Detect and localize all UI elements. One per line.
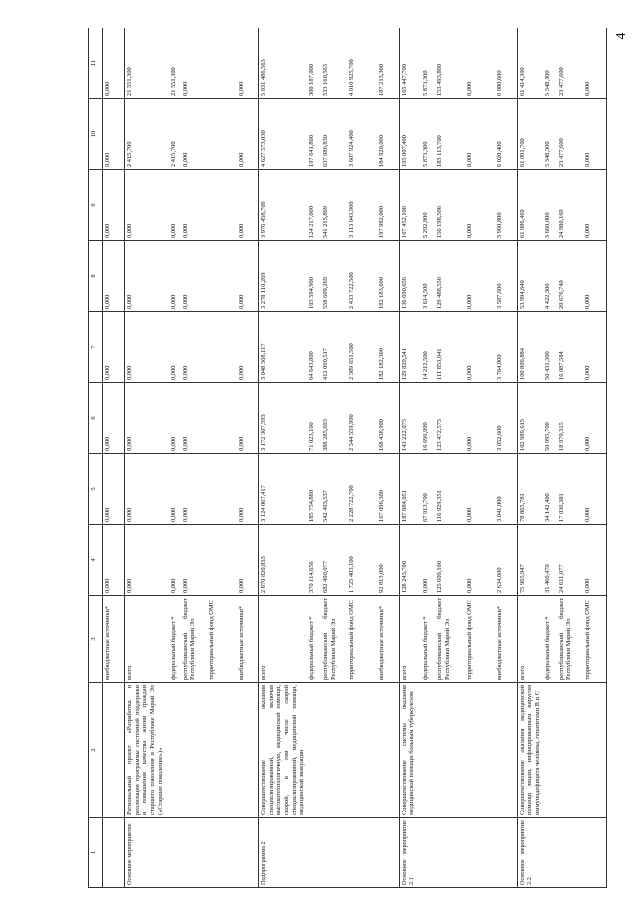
amount-cell: 0,000 xyxy=(103,99,125,170)
amount-cell: 0,000 xyxy=(169,312,181,383)
amount-cell: 167 452,106 xyxy=(399,170,421,241)
amount-cell: 412 090,517 xyxy=(321,312,347,383)
amount-cell: 3 172 307,593 xyxy=(259,383,308,454)
funding-source-cell: федеральный бюджет * xyxy=(307,596,321,683)
amount-cell: 0,000 xyxy=(125,312,169,383)
row-description-cell xyxy=(421,683,435,818)
amount-cell: 187 213,300 xyxy=(377,28,399,99)
amount-cell: 0,000 xyxy=(237,383,259,454)
amount-cell: 682 490,077 xyxy=(321,525,347,596)
row-description-cell: Совершенствование системы оказания медицинской помощи больным туберкулезом xyxy=(399,683,421,818)
funding-source-cell: территориальный фонд ОМС xyxy=(207,596,237,683)
funding-source-cell: внебюджетные источники* xyxy=(377,596,399,683)
amount-cell: 0,000 xyxy=(237,454,259,525)
amount-cell: 0,000 xyxy=(181,170,207,241)
col-header-3: 3 xyxy=(89,596,103,683)
amount-cell: 0,000 xyxy=(103,383,125,454)
amount-cell: 2 433 722,500 xyxy=(347,241,377,312)
funding-source-cell: федеральный бюджет * xyxy=(169,596,181,683)
amount-cell: 3 587,600 xyxy=(495,241,517,312)
row-name-cell: Основное мероприятие 2.1 xyxy=(399,818,421,888)
amount-cell: 5 292,800 xyxy=(421,170,435,241)
row-description-cell xyxy=(377,683,399,818)
amount-cell: 5 960,800 xyxy=(495,170,517,241)
col-header-1: 1 xyxy=(89,818,103,888)
row-name-cell xyxy=(543,818,557,888)
row-name-cell xyxy=(207,818,237,888)
row-name-cell: Основное мероприятие 2.2 xyxy=(517,818,543,888)
row-name-cell: Основное мероприятие xyxy=(125,818,169,888)
table-row xyxy=(435,28,465,888)
amount-cell: 2 228 722,700 xyxy=(347,454,377,525)
amount-cell: 0,000 xyxy=(583,170,607,241)
row-name-cell: Подпрограмма 2 xyxy=(259,818,308,888)
amount-cell: 0,000 xyxy=(465,99,495,170)
table-row xyxy=(557,28,583,888)
amount-cell: 3 607 924,400 xyxy=(347,99,377,170)
amount-cell: 0,000 xyxy=(583,312,607,383)
amount-cell: 2 415,700 xyxy=(125,99,169,170)
amount-cell: 103 594,900 xyxy=(307,241,321,312)
amount-cell: 0,000 xyxy=(465,170,495,241)
table-row xyxy=(421,28,435,888)
amount-cell: 61 091,700 xyxy=(517,99,543,170)
table-row xyxy=(583,28,607,888)
col-header-9: 9 xyxy=(89,170,103,241)
amount-cell: 0,000 xyxy=(237,525,259,596)
row-description-cell: Совершенствование оказания специализированной, включая высокотехнологичную, медицинской помощи, скорой, в том числе скорой специализированной, медицинской помощи, медицинской эвакуации xyxy=(259,683,308,818)
amount-cell: 0,000 xyxy=(125,525,169,596)
row-description-cell xyxy=(237,683,259,818)
amount-cell: 143 222,075 xyxy=(399,383,421,454)
amount-cell: 300 187,000 xyxy=(307,28,321,99)
amount-cell: 14 212,500 xyxy=(421,312,435,383)
funding-source-cell: территориальный фонд ОМС xyxy=(583,596,607,683)
amount-cell: 637 086,830 xyxy=(321,99,347,170)
amount-cell xyxy=(207,454,237,525)
amount-cell: 24 980,169 xyxy=(557,170,583,241)
amount-cell: 6 080,600 xyxy=(495,28,517,99)
amount-cell: 0,000 xyxy=(169,525,181,596)
amount-cell xyxy=(207,312,237,383)
amount-cell: 16 696,900 xyxy=(421,383,435,454)
amount-cell: 0,000 xyxy=(169,170,181,241)
amount-cell: 2 634,600 xyxy=(495,525,517,596)
funding-source-cell: внебюджетные источники* xyxy=(103,596,125,683)
amount-cell: 0,000 xyxy=(465,312,495,383)
amount-cell: 53 994,640 xyxy=(517,241,543,312)
amount-cell: 3 041,000 xyxy=(495,454,517,525)
amount-cell: 0,000 xyxy=(125,383,169,454)
row-description-cell xyxy=(307,683,321,818)
amount-cell: 0,000 xyxy=(103,525,125,596)
amount-cell: 6 020,400 xyxy=(495,99,517,170)
amount-cell: 187 884,051 xyxy=(399,454,421,525)
amount-cell: 136 690,656 xyxy=(399,241,421,312)
row-description-cell xyxy=(583,683,607,818)
amount-cell: 128 243,700 xyxy=(399,525,421,596)
amount-cell: 0,000 xyxy=(125,454,169,525)
amount-cell: 0,000 xyxy=(103,241,125,312)
row-name-cell xyxy=(495,818,517,888)
amount-cell: 0,000 xyxy=(237,99,259,170)
row-name-cell xyxy=(169,818,181,888)
amount-cell: 370 114,656 xyxy=(307,525,321,596)
amount-cell: 16 087,584 xyxy=(557,312,583,383)
col-header-8: 8 xyxy=(89,241,103,312)
amount-cell: 0,000 xyxy=(181,525,207,596)
amount-cell xyxy=(207,525,237,596)
amount-cell: 5 031 486,563 xyxy=(259,28,308,99)
amount-cell: 541 215,809 xyxy=(321,170,347,241)
amount-cell: 5 348,300 xyxy=(543,99,557,170)
table-row xyxy=(307,28,321,888)
row-description-cell xyxy=(543,683,557,818)
amount-cell: 0,000 xyxy=(181,241,207,312)
amount-cell: 197 982,000 xyxy=(377,170,399,241)
amount-cell: 0,000 xyxy=(465,241,495,312)
row-description-cell xyxy=(169,683,181,818)
amount-cell: 75 965,947 xyxy=(517,525,543,596)
col-header-2: 2 xyxy=(89,683,103,818)
funding-source-cell: федеральный бюджет * xyxy=(421,596,435,683)
amount-cell: 102 989,615 xyxy=(517,383,543,454)
row-name-cell xyxy=(103,818,125,888)
row-description-cell xyxy=(557,683,583,818)
funding-source-cell: республиканский бюджет Республики Марий Эл xyxy=(435,596,465,683)
amount-cell xyxy=(207,383,237,454)
amount-cell: 5 873,300 xyxy=(421,99,435,170)
amount-cell: 3 052,600 xyxy=(495,383,517,454)
amount-cell: 0,000 xyxy=(237,312,259,383)
row-description-cell xyxy=(495,683,517,818)
amount-cell: 0,000 xyxy=(103,312,125,383)
amount-cell: 0,000 xyxy=(583,525,607,596)
table-row xyxy=(207,28,237,888)
amount-cell: 0,000 xyxy=(583,383,607,454)
amount-cell: 18 970,315 xyxy=(557,383,583,454)
rotated-table-container xyxy=(88,28,620,888)
table-row xyxy=(181,28,207,888)
amount-cell: 0,000 xyxy=(181,312,207,383)
row-description-cell xyxy=(207,683,237,818)
funding-source-cell: республиканский бюджет Республики Марий Эл xyxy=(181,596,207,683)
col-header-10: 10 xyxy=(89,99,103,170)
amount-cell: 129 829,541 xyxy=(399,312,421,383)
row-name-cell xyxy=(237,818,259,888)
amount-cell: 184 920,000 xyxy=(377,99,399,170)
funding-source-cell: всего xyxy=(517,596,543,683)
amount-cell: 0,000 xyxy=(103,454,125,525)
row-description-cell xyxy=(181,683,207,818)
row-name-cell xyxy=(181,818,207,888)
amount-cell: 92 813,000 xyxy=(377,525,399,596)
row-name-cell xyxy=(421,818,435,888)
amount-cell: 61 414,300 xyxy=(517,28,543,99)
amount-cell: 61 986,469 xyxy=(517,170,543,241)
amount-cell: 2 870 820,833 xyxy=(259,525,308,596)
amount-cell: 5 660,000 xyxy=(543,170,557,241)
amount-cell: 64 643,800 xyxy=(307,312,321,383)
amount-cell: 23 477,600 xyxy=(557,28,583,99)
amount-cell: 185 754,880 xyxy=(307,454,321,525)
amount-cell: 2 389 651,500 xyxy=(347,312,377,383)
funding-source-cell: территориальный фонд ОМС xyxy=(347,596,377,683)
table-row xyxy=(465,28,495,888)
amount-cell: 558 609,269 xyxy=(321,241,347,312)
table-row xyxy=(347,28,377,888)
row-description-cell xyxy=(321,683,347,818)
amount-cell: 1 725 403,100 xyxy=(347,525,377,596)
funding-source-cell: всего xyxy=(259,596,308,683)
amount-cell: 17 036,381 xyxy=(557,454,583,525)
funding-source-cell: всего xyxy=(125,596,169,683)
amount-cell: 5 873,300 xyxy=(421,28,435,99)
amount-cell: 542 493,537 xyxy=(321,454,347,525)
amount-cell: 111 853,041 xyxy=(435,312,465,383)
amount-cell: 0,000 xyxy=(421,525,435,596)
amount-cell: 0,000 xyxy=(583,99,607,170)
funding-source-cell: внебюджетные источники* xyxy=(495,596,517,683)
amount-cell: 0,000 xyxy=(583,28,607,99)
funding-source-cell: территориальный фонд ОМС xyxy=(465,596,495,683)
amount-cell: 2 415,700 xyxy=(169,99,181,170)
amount-cell: 182 183,600 xyxy=(377,241,399,312)
row-name-cell xyxy=(377,818,399,888)
row-description-cell xyxy=(465,683,495,818)
amount-cell: 0,000 xyxy=(583,241,607,312)
amount-cell: 116 929,351 xyxy=(435,454,465,525)
amount-cell: 0,000 xyxy=(465,454,495,525)
amount-cell: 24 611,077 xyxy=(557,525,583,596)
amount-cell: 0,000 xyxy=(465,28,495,99)
amount-cell: 167 096,300 xyxy=(377,454,399,525)
table-body xyxy=(103,28,607,888)
amount-cell: 0,000 xyxy=(125,241,169,312)
amount-cell: 0,000 xyxy=(169,454,181,525)
row-name-cell xyxy=(435,818,465,888)
col-header-11: 11 xyxy=(89,28,103,99)
amount-cell: 168 438,900 xyxy=(377,383,399,454)
amount-cell: 0,000 xyxy=(465,383,495,454)
amount-cell: 3 048 568,117 xyxy=(259,312,308,383)
amount-cell: 165 447,700 xyxy=(399,28,421,99)
amount-cell: 388 285,693 xyxy=(321,383,347,454)
col-header-6: 6 xyxy=(89,383,103,454)
page-number: 4 xyxy=(614,32,629,40)
amount-cell: 0,000 xyxy=(237,170,259,241)
amount-cell: 50 431,300 xyxy=(543,312,557,383)
funding-source-cell: всего xyxy=(399,596,421,683)
col-header-5: 5 xyxy=(89,454,103,525)
amount-cell: 0,000 xyxy=(103,28,125,99)
rotated-page-wrapper xyxy=(88,28,620,888)
amount-cell: 21 551,300 xyxy=(169,28,181,99)
amount-cell: 0,000 xyxy=(583,454,607,525)
amount-cell: 4 627 573,030 xyxy=(259,99,308,170)
amount-cell: 3 614,500 xyxy=(421,241,435,312)
col-header-4: 4 xyxy=(89,525,103,596)
amount-cell: 125 609,100 xyxy=(435,525,465,596)
table-row xyxy=(495,28,517,888)
amount-cell xyxy=(207,241,237,312)
amount-cell: 0,000 xyxy=(103,170,125,241)
amount-cell: 4 010 925,700 xyxy=(347,28,377,99)
row-name-cell xyxy=(307,818,321,888)
table-row xyxy=(321,28,347,888)
amount-cell: 21 551,300 xyxy=(125,28,169,99)
amount-cell: 20 676,740 xyxy=(557,241,583,312)
amount-cell: 123 472,575 xyxy=(435,383,465,454)
table-row xyxy=(377,28,399,888)
amount-cell: 0,000 xyxy=(181,99,207,170)
amount-cell: 0,000 xyxy=(237,28,259,99)
amount-cell: 3 764,000 xyxy=(495,312,517,383)
amount-cell: 34 142,400 xyxy=(543,454,557,525)
amount-cell: 156 198,506 xyxy=(435,170,465,241)
row-name-cell xyxy=(583,818,607,888)
amount-cell: 5 348,300 xyxy=(543,28,557,99)
amount-cell: 3 976 458,709 xyxy=(259,170,308,241)
row-description-cell: Совершенствование оказания медицинской помощи лицам, инфицированным вирусом иммунодефицита человека, гепатитами B и C xyxy=(517,683,543,818)
funding-source-cell: республиканский бюджет Республики Марий Эл xyxy=(321,596,347,683)
amount-cell: 533 160,563 xyxy=(321,28,347,99)
amount-cell xyxy=(207,170,237,241)
amount-cell: 78 865,781 xyxy=(517,454,543,525)
amount-cell xyxy=(207,99,237,170)
amount-cell: 50 995,700 xyxy=(543,383,557,454)
amount-cell: 0,000 xyxy=(465,525,495,596)
amount-cell: 100 809,884 xyxy=(517,312,543,383)
row-description-cell: Региональный проект «Разработка и реализация программы системной поддержки и повышения качества жизни граждан старшего поколения в Республике Марий Эл («Старшее поколение»)» xyxy=(125,683,169,818)
row-description-cell xyxy=(347,683,377,818)
amount-cell: 197 641,800 xyxy=(307,99,321,170)
amount-cell: 31 460,470 xyxy=(543,525,557,596)
amount-cell: 124 217,000 xyxy=(307,170,321,241)
amount-cell: 0,000 xyxy=(169,383,181,454)
amount-cell: 129 488,556 xyxy=(435,241,465,312)
amount-cell: 0,000 xyxy=(181,28,207,99)
amount-cell: 67 913,700 xyxy=(421,454,435,525)
amount-cell: 0,000 xyxy=(125,170,169,241)
amount-cell: 182 182,300 xyxy=(377,312,399,383)
funding-source-cell: республиканский бюджет Республики Марий Эл xyxy=(557,596,583,683)
table-row xyxy=(169,28,181,888)
amount-cell: 0,000 xyxy=(237,241,259,312)
table-row xyxy=(543,28,557,888)
amount-cell: 0,000 xyxy=(181,454,207,525)
table-row xyxy=(125,28,169,888)
funding-table xyxy=(88,28,607,888)
table-row xyxy=(103,28,125,888)
header-row xyxy=(89,28,103,888)
amount-cell: 3 113 043,900 xyxy=(347,170,377,241)
amount-cell: 23 477,600 xyxy=(557,99,583,170)
table-row xyxy=(237,28,259,888)
amount-cell: 3 124 067,417 xyxy=(259,454,308,525)
amount-cell xyxy=(207,28,237,99)
amount-cell: 183 113,700 xyxy=(435,99,465,170)
funding-source-cell: внебюджетные источники* xyxy=(237,596,259,683)
amount-cell: 195 007,400 xyxy=(399,99,421,170)
amount-cell: 153 493,800 xyxy=(435,28,465,99)
amount-cell: 0,000 xyxy=(181,383,207,454)
table-row xyxy=(517,28,543,888)
table-row xyxy=(259,28,308,888)
row-description-cell xyxy=(103,683,125,818)
col-header-7: 7 xyxy=(89,312,103,383)
row-name-cell xyxy=(465,818,495,888)
row-name-cell xyxy=(557,818,583,888)
table-row xyxy=(399,28,421,888)
amount-cell: 2 544 559,900 xyxy=(347,383,377,454)
funding-source-cell: федеральный бюджет * xyxy=(543,596,557,683)
row-name-cell xyxy=(321,818,347,888)
amount-cell: 4 422,300 xyxy=(543,241,557,312)
amount-cell: 3 278 110,269 xyxy=(259,241,308,312)
row-description-cell xyxy=(435,683,465,818)
row-name-cell xyxy=(347,818,377,888)
amount-cell: 0,000 xyxy=(169,241,181,312)
amount-cell: 71 023,100 xyxy=(307,383,321,454)
